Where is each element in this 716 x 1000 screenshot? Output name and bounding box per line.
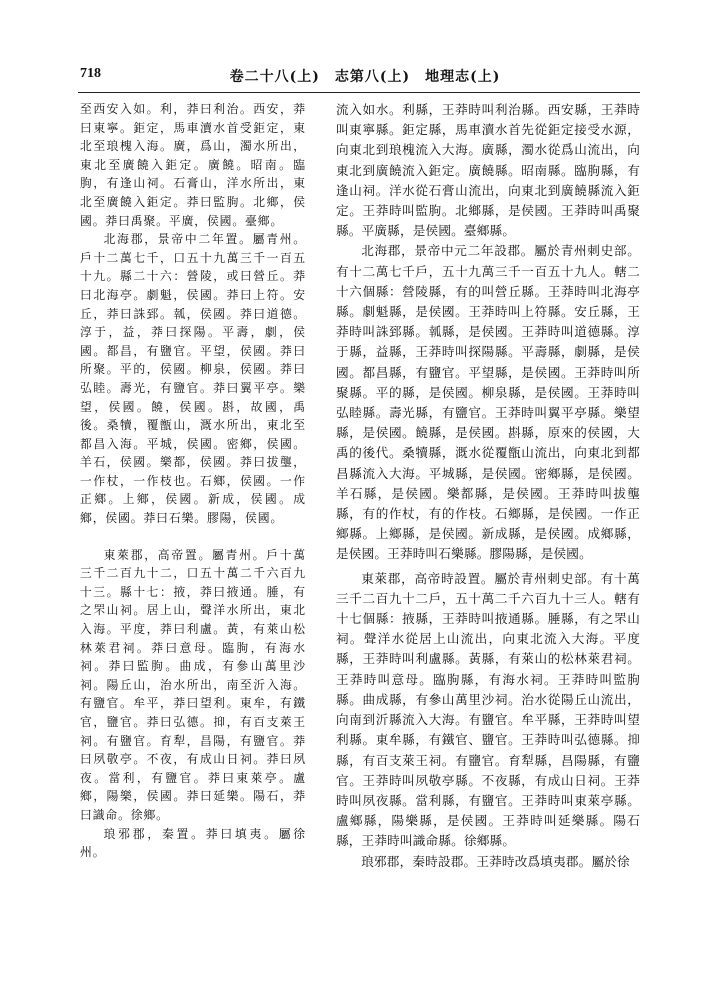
classical-text-column xyxy=(80,100,306,862)
header-rule xyxy=(78,92,640,93)
translation-column xyxy=(336,100,640,872)
page-header xyxy=(80,62,650,86)
paragraph-donglai-commandery: 東萊郡，高帝置。屬青州。戶十萬三千二百九十二，口五十萬二千六百九十三。縣十七：掖，莽曰掖通。腄，有之罘山祠。居上山，聲洋水所出，東北入海。平度，莽曰利盧。黃，有萊山松林萊君祠。莽曰意母。臨朐，有海水祠。莽曰監朐。曲成，有參山萬里沙祠。陽丘山，治水所出，南至沂入海。有鹽官。牟平，莽曰望利。東牟，有鐵官，鹽官。莽曰弘德。𢬃，有百支萊王祠。有鹽官。育犁，昌陽，有鹽官。莽曰夙敬亭。不夜，有成山日祠。莽曰夙夜。當利，有鹽官。莽曰東萊亭。盧鄉，陽樂，侯國。莽曰延樂。陽石，莽曰識命。徐鄉。 xyxy=(80,547,306,822)
paragraph-beihai-commandery: 北海郡，景帝中二年置。屬青州。戶十二萬七千，口五十九萬三千一百五十九。縣二十六：營陵，或曰營丘。莽曰北海亭。劇魁，侯國。莽曰上符。安丘，莽曰誅郅。瓡，侯國。莽曰道德。淳于，益，莽曰探陽。平壽，劇，侯國。都昌，有鹽官。平望，侯國。莽曰所聚。平的，侯國。柳泉，侯國。莽曰弘睦。壽光，有鹽官。莽曰翼平亭。樂望，侯國。饒，侯國。斟，故國，禹後。桑犢，覆甑山，溉水所出，東北至都昌入海。平城，侯國。密鄉，侯國。羊石，侯國。樂都，侯國。莽曰拔壟，一作杖，一作枝也。石鄉，侯國。一作正鄉。上鄉，侯國。新成，侯國。成鄉，侯國。莽曰石樂。膠陽，侯國。 xyxy=(80,232,306,526)
paragraph-beihai-commandery-translation: 北海郡，景帝中元二年設郡。屬於青州刺史部。有十二萬七千戶，五十九萬三千一百五十九人。轄二十六個縣：營陵縣，有的叫營丘縣。王莽時叫北海亭縣。劇魁縣，是侯國。王莽時叫上符縣。安丘縣，王莽時叫誅郅縣。瓡縣，是侯國。王莽時叫道德縣。淳于縣，益縣，王莽時叫探陽縣。平壽縣，劇縣，是侯國。都昌縣，有鹽官。平望縣，是侯國。王莽時叫所聚縣。平的縣，是侯國。柳泉縣，是侯國。王莽時叫弘睦縣。壽光縣，有鹽官。王莽時叫翼平亭縣。樂望縣，是侯國。饒縣，是侯國。斟縣，原來的侯國，大禹的後代。桑犢縣，溉水從覆甑山流出，向東北到都昌縣流入大海。平城縣，是侯國。密鄉縣，是侯國。羊石縣，是侯國。樂都縣，是侯國。王莽時叫拔壟縣，有的作杖，有的作枝。石鄉縣，是侯國。一作正鄉縣。上鄉縣，是侯國。新成縣，是侯國。成鄉縣，是侯國。王莽時叫石樂縣。膠陽縣，是侯國。 xyxy=(336,243,640,562)
page-number: 718 xyxy=(80,66,101,81)
paragraph-xian-entries-translation: 流入如水。利縣，王莽時叫利治縣。西安縣，王莽時叫東寧縣。鉅定縣，馬車瀆水首先從鉅定接受水源，向東北到琅槐流入大海。廣縣，濁水從爲山流出，向東北到廣饒流入鉅定。廣饒縣。昭南縣。臨朐縣，有逢山祠。洋水從石膏山流出，向東北到廣饒縣流入鉅定。王莽時叫監朐。北鄉縣，是侯國。王莽時叫禹聚縣。平廣縣，是侯國。臺鄉縣。 xyxy=(336,102,640,239)
paragraph-langye-commandery: 琅邪郡，秦置。莽曰填夷。屬徐州。 xyxy=(80,826,306,860)
paragraph-gap xyxy=(80,528,306,546)
paragraph-xian-entries: 至西安入如。利，莽曰利治。西安，莽曰東寧。鉅定，馬車瀆水首受鉅定，東北至琅槐入海。廣，爲山，濁水所出，東北至廣饒入鉅定。廣饒。昭南。臨朐，有逢山祠。石膏山，洋水所出，東北至廣饒入鉅定。莽曰監朐。北鄉，侯國。莽曰禹聚。平廣，侯國。臺鄉。 xyxy=(80,102,306,228)
paragraph-donglai-commandery-translation: 東萊郡，高帝時設置。屬於青州刺史部。有十萬三千二百九十二戶，五十萬二千六百九十三人。轄有十七個縣：掖縣，王莽時叫掖通縣。腄縣，有之罘山祠。聲洋水從居上山流出，向東北流入大海。平度縣，王莽時叫利盧縣。黃縣，有萊山的松林萊君祠。王莽時叫意母。臨朐縣，有海水祠。王莽時叫監朐縣。曲成縣，有參山萬里沙祠。治水從陽丘山流出，向南到沂縣流入大海。有鹽官。牟平縣，王莽時叫望利縣。東牟縣，有鐵官、鹽官。王莽時叫弘德縣。𢬃縣，有百支萊王祠。有鹽官。育犁縣，昌陽縣，有鹽官。王莽時叫夙敬亭縣。不夜縣，有成山日祠。王莽時叫夙夜縣。當利縣，有鹽官。王莽時叫東萊亭縣。盧鄉縣，陽樂縣，是侯國。王莽時叫延樂縣。陽石縣，王莽時叫識命縣。徐鄉縣。 xyxy=(336,570,640,849)
paragraph-langye-commandery-translation: 琅邪郡，秦時設郡。王莽時改爲填夷郡。屬於徐 xyxy=(361,853,630,869)
running-title: 卷二十八(上) 志第八(上) 地理志(上) xyxy=(229,69,501,85)
